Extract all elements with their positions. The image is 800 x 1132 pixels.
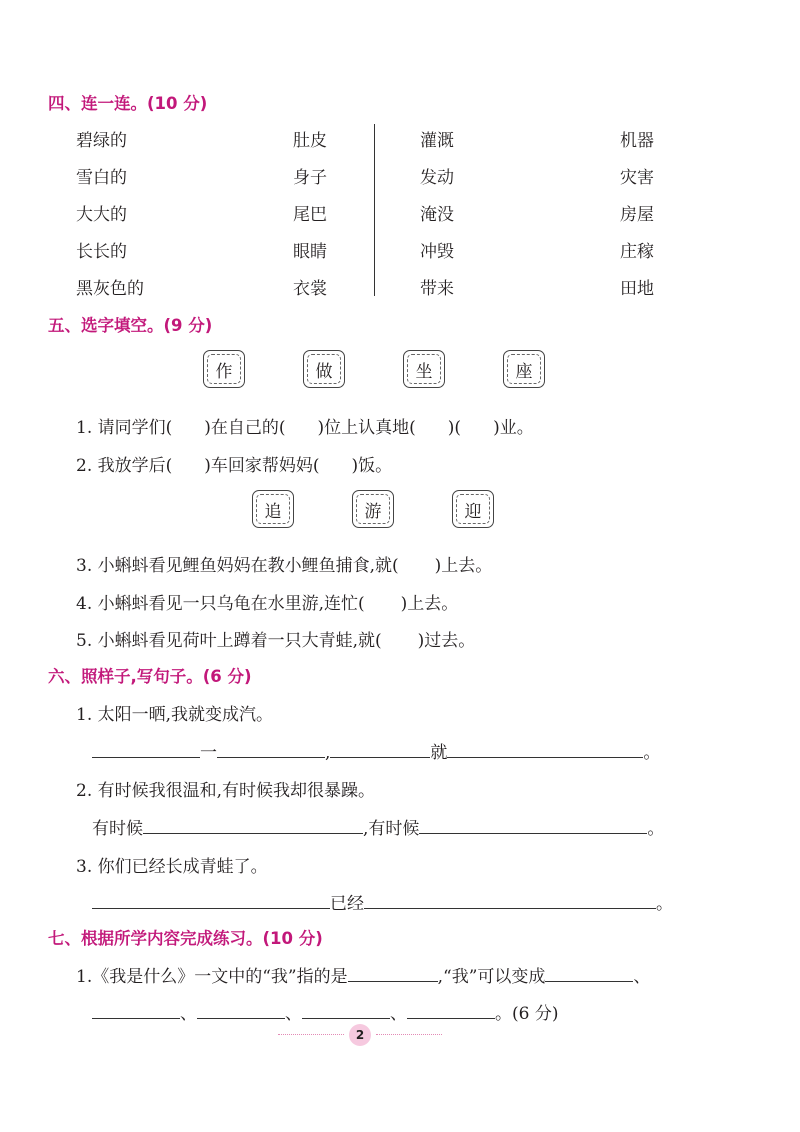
choice-chip-zuo-seat xyxy=(503,350,545,388)
write-blank[interactable] xyxy=(197,1002,285,1019)
write-blank[interactable] xyxy=(92,892,330,909)
fill-text: 。 xyxy=(643,743,661,763)
choice-char: 迎 xyxy=(464,501,482,522)
s5-question-4 xyxy=(76,589,458,614)
s7-question-1-line2 xyxy=(92,999,558,1024)
s5-question-1 xyxy=(76,413,534,438)
q-text: )( xyxy=(447,418,462,438)
q-text: 、 xyxy=(390,1004,407,1024)
s4-left-word-3[interactable]: 大大的 xyxy=(76,205,127,225)
footer-dots-right xyxy=(376,1034,442,1035)
fill-text: 已经 xyxy=(330,894,364,914)
s4-right-target-4[interactable]: 庄稼 xyxy=(620,242,654,262)
s4-right-word-1[interactable]: 灌溉 xyxy=(420,131,454,151)
q-text: 1.《我是什么》一文中的“我”指的是 xyxy=(76,967,348,987)
write-blank[interactable] xyxy=(407,1002,495,1019)
s4-left-target-2[interactable]: 身子 xyxy=(293,168,327,188)
column-divider xyxy=(374,124,375,296)
s4-left-word-4[interactable]: 长长的 xyxy=(76,242,127,262)
q-text: )位上认真地( xyxy=(317,418,416,438)
write-blank[interactable] xyxy=(217,741,325,758)
q-text: )饭。 xyxy=(351,456,393,476)
write-blank[interactable] xyxy=(92,741,200,758)
choice-char: 座 xyxy=(515,361,533,382)
s4-left-target-5[interactable]: 衣裳 xyxy=(293,279,327,299)
choice-chip-ying xyxy=(452,490,494,528)
s4-right-word-3[interactable]: 淹没 xyxy=(420,205,454,225)
choice-char: 游 xyxy=(364,501,382,522)
fill-text: 。 xyxy=(647,819,665,839)
s5-question-2 xyxy=(76,451,392,476)
write-blank[interactable] xyxy=(302,1002,390,1019)
s6-example-3: 3. 你们已经长成青蛙了。 xyxy=(76,857,268,877)
q-text: 、 xyxy=(285,1004,302,1024)
q-text: )过去。 xyxy=(417,631,476,651)
q-text: 5. 小蝌蚪看见荷叶上蹲着一只大青蛙,就( xyxy=(76,631,382,651)
s6-fill-line-1 xyxy=(92,738,660,763)
footer-dots-left xyxy=(278,1034,344,1035)
choice-char: 作 xyxy=(215,361,233,382)
section5-heading: 五、选字填空。(9 分) xyxy=(48,316,213,335)
choice-char: 坐 xyxy=(415,361,433,382)
s4-right-word-5[interactable]: 带来 xyxy=(420,279,454,299)
s4-right-word-4[interactable]: 冲毁 xyxy=(420,242,454,262)
s4-left-target-3[interactable]: 尾巴 xyxy=(293,205,327,225)
choice-chip-zuo-do xyxy=(303,350,345,388)
s5-question-5 xyxy=(76,626,475,651)
q-text: ,“我”可以变成 xyxy=(437,967,546,987)
s4-right-target-1[interactable]: 机器 xyxy=(620,131,654,151)
write-blank[interactable] xyxy=(447,741,643,758)
s4-right-target-5[interactable]: 田地 xyxy=(620,279,654,299)
q-text: 1. 请同学们( xyxy=(76,418,173,438)
s7-question-1 xyxy=(76,962,650,987)
s4-left-word-5[interactable]: 黑灰色的 xyxy=(76,279,144,299)
q-text: 、 xyxy=(633,967,651,987)
q-text: 、 xyxy=(180,1004,197,1024)
s4-right-word-2[interactable]: 发动 xyxy=(420,168,454,188)
fill-text: 就 xyxy=(430,743,448,763)
choice-char: 做 xyxy=(315,361,333,382)
fill-text: , xyxy=(325,743,331,763)
s5-question-3 xyxy=(76,551,492,576)
s6-example-2: 2. 有时候我很温和,有时候我却很暴躁。 xyxy=(76,781,376,801)
q-text: )上去。 xyxy=(400,594,459,614)
fill-text: 有时候 xyxy=(92,819,143,839)
write-blank[interactable] xyxy=(143,817,363,834)
write-blank[interactable] xyxy=(545,965,633,982)
s6-fill-line-3 xyxy=(92,889,673,914)
s4-left-target-1[interactable]: 肚皮 xyxy=(293,131,327,151)
section6-heading: 六、照样子,写句子。(6 分) xyxy=(48,667,252,686)
choice-chip-zuo4 xyxy=(203,350,245,388)
q-text: 。(6 分) xyxy=(495,1004,559,1024)
choice-chip-zuo-sit xyxy=(403,350,445,388)
s6-example-1: 1. 太阳一晒,我就变成汽。 xyxy=(76,705,274,725)
q-text: )业。 xyxy=(493,418,534,438)
s4-left-word-1[interactable]: 碧绿的 xyxy=(76,131,127,151)
write-blank[interactable] xyxy=(330,741,430,758)
page-number: 2 xyxy=(349,1024,371,1046)
q-text: 3. 小蝌蚪看见鲤鱼妈妈在教小鲤鱼捕食,就( xyxy=(76,556,399,576)
section7-heading: 七、根据所学内容完成练习。(10 分) xyxy=(48,929,323,948)
fill-text: ,有时候 xyxy=(363,819,420,839)
s4-left-target-4[interactable]: 眼睛 xyxy=(293,242,327,262)
q-text: )车回家帮妈妈( xyxy=(204,456,320,476)
section4-heading: 四、连一连。(10 分) xyxy=(48,94,208,113)
write-blank[interactable] xyxy=(419,817,647,834)
write-blank[interactable] xyxy=(92,1002,180,1019)
q-text: )上去。 xyxy=(434,556,493,576)
write-blank[interactable] xyxy=(364,892,656,909)
choice-chip-zhui xyxy=(252,490,294,528)
s6-fill-line-2 xyxy=(92,814,664,839)
s4-right-target-3[interactable]: 房屋 xyxy=(620,205,654,225)
choice-char: 追 xyxy=(264,501,282,522)
q-text: 4. 小蝌蚪看见一只乌龟在水里游,连忙( xyxy=(76,594,365,614)
fill-text: 一 xyxy=(200,743,217,763)
fill-text: 。 xyxy=(656,894,673,914)
s4-right-target-2[interactable]: 灾害 xyxy=(620,168,654,188)
choice-chip-you xyxy=(352,490,394,528)
q-text: 2. 我放学后( xyxy=(76,456,173,476)
s4-left-word-2[interactable]: 雪白的 xyxy=(76,168,127,188)
q-text: )在自己的( xyxy=(204,418,286,438)
write-blank[interactable] xyxy=(348,965,438,982)
